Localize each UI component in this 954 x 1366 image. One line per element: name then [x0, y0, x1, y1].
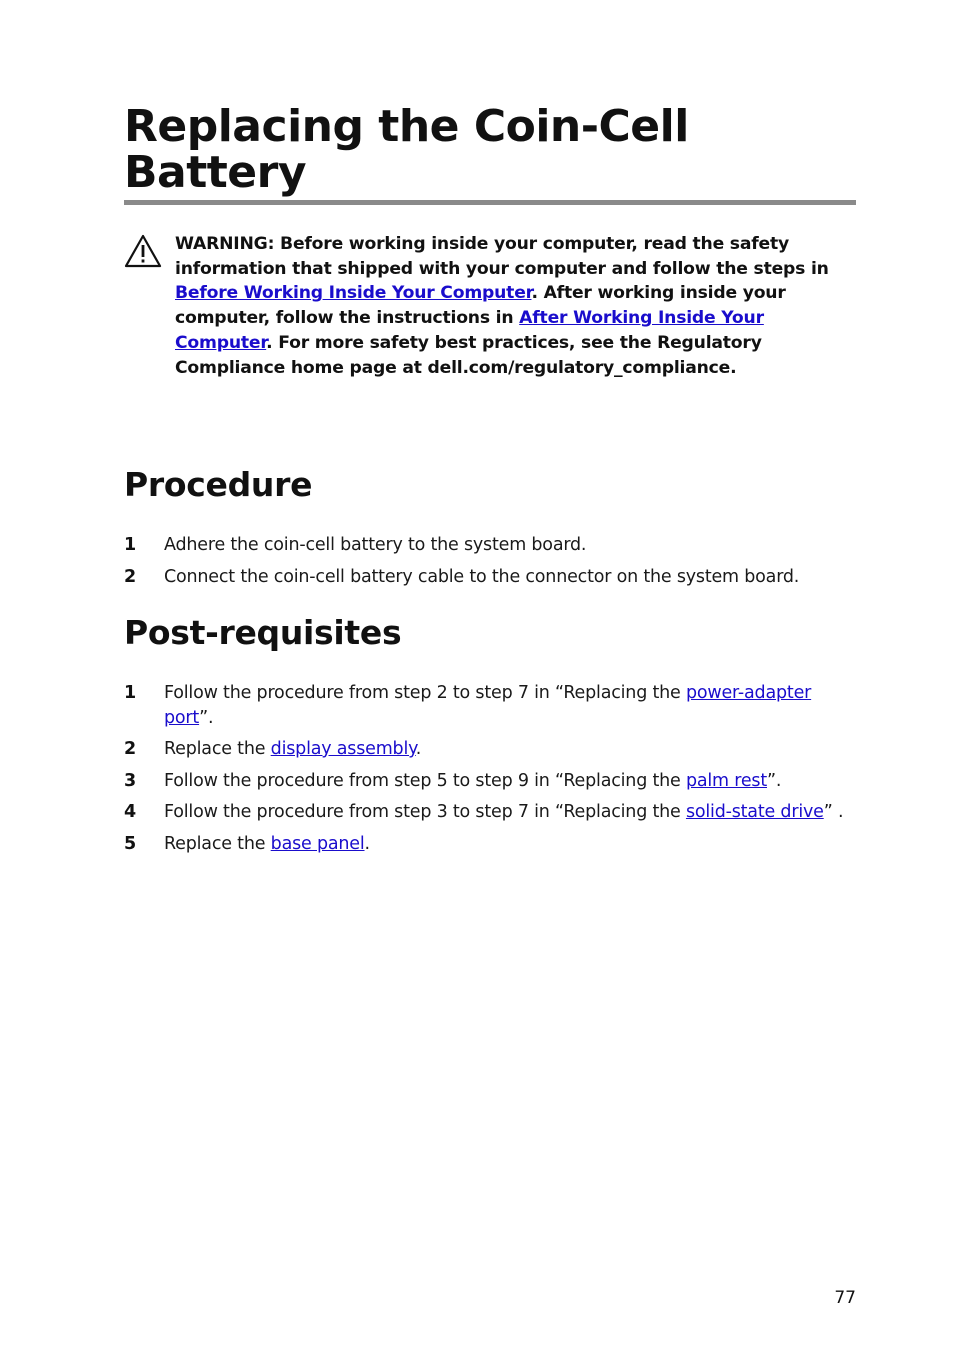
before-working-link[interactable]: Before Working Inside Your Computer	[175, 283, 532, 304]
procedure-step	[124, 533, 856, 558]
step-number: 1	[124, 535, 136, 555]
solid-state-drive-link[interactable]: solid-state drive	[685, 802, 824, 822]
step-text-end: ” .	[823, 802, 844, 822]
step-number: 4	[124, 802, 136, 822]
warning-text-part: . For more safety best practices, see the Regulatory Compliance home page at dell.com/regulatory_compliance.	[175, 332, 762, 378]
step-number: 2	[124, 566, 136, 587]
chapter-title: Replacing the Coin-Cell Battery	[124, 101, 689, 198]
post-requisites-steps	[124, 681, 856, 863]
after-working-link[interactable]: After Working Inside Your Computer	[175, 308, 764, 353]
step-text: Replace the	[164, 739, 271, 759]
display-assembly-link[interactable]: display assembly	[270, 739, 416, 759]
step-text: Replace the	[164, 833, 271, 854]
warning-text-part: WARNING: Before working inside your computer, read the safety information that shipped with your computer and follow the steps in	[175, 234, 829, 279]
warning-text	[175, 232, 861, 380]
procedure-step	[124, 565, 856, 590]
step-number: 3	[124, 770, 136, 791]
step-text-end: ”.	[199, 707, 214, 728]
step-number: 5	[124, 833, 136, 854]
step-text-end: .	[364, 833, 370, 854]
title-divider	[124, 200, 856, 205]
warning-text-part: . After working inside your computer, follow the instructions in	[175, 283, 786, 329]
post-requisite-step	[124, 769, 856, 794]
palm-rest-link[interactable]: palm rest	[685, 770, 768, 791]
step-text-end: ”.	[767, 770, 782, 791]
document-page	[124, 0, 856, 1366]
step-text: Follow the procedure from step 2 to step 7 in “Replacing the	[164, 683, 686, 703]
base-panel-link[interactable]: base panel	[270, 833, 365, 854]
post-requisite-step	[124, 681, 856, 730]
power-adapter-port-link[interactable]: power-adapter port	[164, 683, 812, 728]
procedure-heading: Procedure	[124, 465, 313, 504]
step-text: Follow the procedure from step 5 to step 9 in “Replacing the	[164, 770, 686, 791]
post-requisite-step	[124, 832, 856, 857]
step-text: Adhere the coin-cell battery to the system board.	[164, 535, 587, 555]
step-number: 1	[124, 683, 136, 703]
warning-triangle-icon	[124, 234, 162, 268]
page-number: 77	[834, 1288, 856, 1308]
step-text: Connect the coin-cell battery cable to the connector on the system board.	[164, 566, 800, 587]
step-text: Follow the procedure from step 3 to step 7 in “Replacing the	[164, 802, 686, 822]
post-requisite-step	[124, 737, 856, 762]
step-number: 2	[124, 739, 136, 759]
post-requisites-heading: Post-requisites	[124, 613, 402, 652]
post-requisite-step	[124, 800, 856, 825]
step-text-end: .	[415, 739, 422, 759]
procedure-steps	[124, 533, 856, 596]
